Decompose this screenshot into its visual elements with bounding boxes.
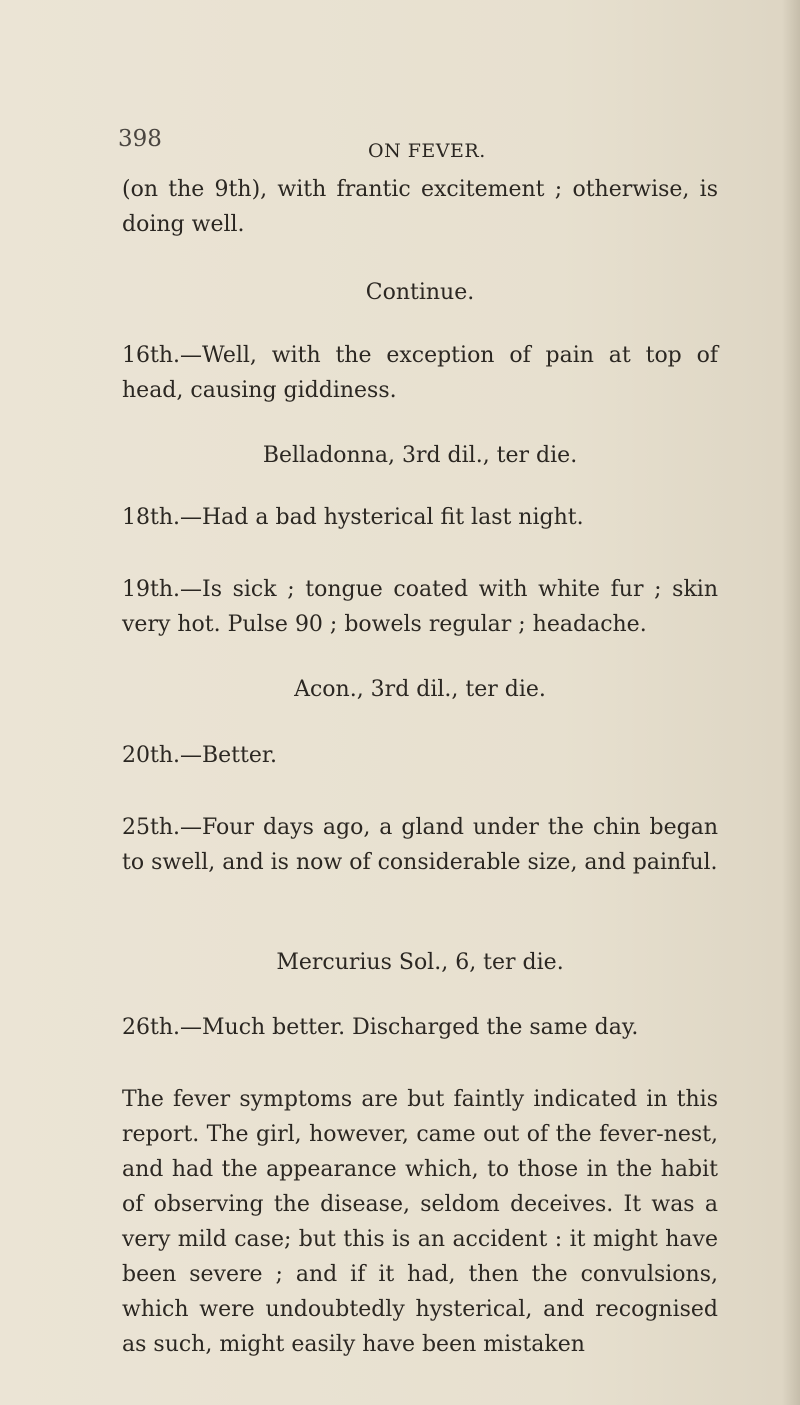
paragraph-25th: 25th.—Four days ago, a gland under the chin began to swell, and is now of considerable size, and painful. [122, 815, 718, 875]
prescription-continue: Continue. [365, 280, 475, 305]
page-edge-shadow [782, 0, 800, 1405]
paragraph-16th: 16th.—Well, with the exception of pain at top of head, causing giddiness. [122, 343, 718, 403]
paragraph-26th: 26th.—Much better. Discharged the same day. [122, 1015, 639, 1040]
paragraph-continuation: (on the 9th), with frantic excitement ; otherwise, is doing well. [122, 177, 718, 237]
paragraph-18th: 18th.—Had a bad hysterical fit last night. [122, 505, 584, 530]
prescription-belladonna: Belladonna, 3rd dil., ter die. [262, 443, 578, 468]
page-number: 398 [118, 126, 162, 152]
paragraph-commentary: The fever symptoms are but faintly indicated in this report. The girl, however, came out of the fever-nest, and had the appearance which, to those in the habit of observing the disease, seldom deceives. It was a very mild case; but this is an accident : it might have been severe ; and if it had, then the convulsions, which were undoubtedly hysterical, and recognised as such, might easily have been mistaken [122, 1087, 718, 1357]
paragraph-20th: 20th.—Better. [122, 743, 277, 768]
prescription-mercurius: Mercurius Sol., 6, ter die. [276, 950, 564, 975]
paragraph-19th: 19th.—Is sick ; tongue coated with white fur ; skin very hot. Pulse 90 ; bowels regular ; headache. [122, 577, 718, 637]
running-title: ON FEVER. [368, 140, 486, 162]
prescription-aconite: Acon., 3rd dil., ter die. [294, 677, 546, 702]
